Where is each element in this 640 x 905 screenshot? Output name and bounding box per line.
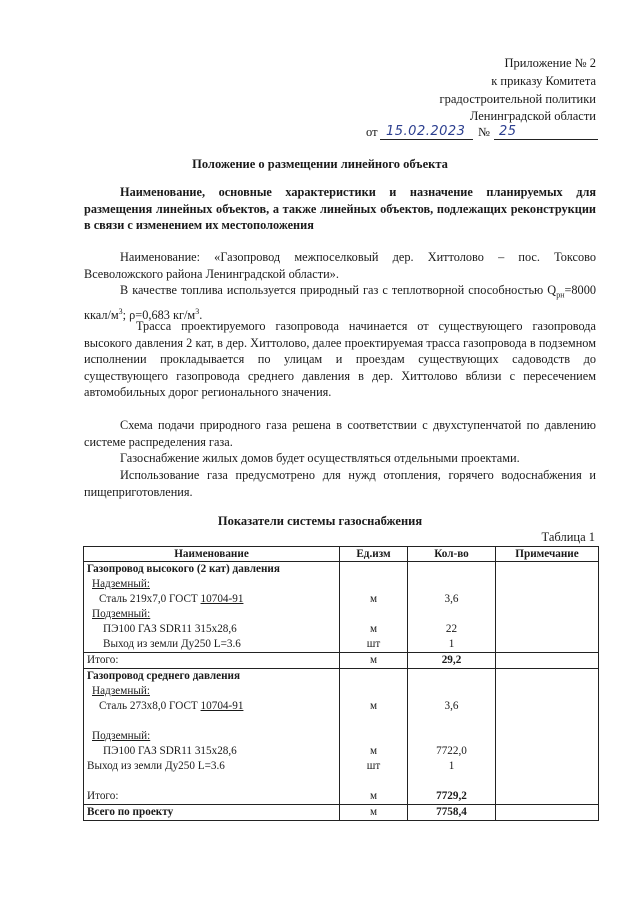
section-title-medium: Газопровод среднего давления xyxy=(87,670,241,682)
table-row xyxy=(84,653,599,669)
pe-qty: 7722,0 xyxy=(436,745,467,757)
gas-supply-table xyxy=(83,546,599,821)
document-title: Положение о размещении линейного объекта xyxy=(192,157,448,171)
date-prefix: от xyxy=(366,125,378,139)
section-subtitle: Наименование, основные характеристики и назначение планируемых для размещения линейных объектов, а также линейных объектов, подлежащих реконструкции в связи с изменением их местоположения xyxy=(84,185,596,232)
steel-pipe-item: Сталь 219х7,0 ГОСТ 10704-91 xyxy=(99,593,244,605)
paragraph-usage: Использование газа предусмотрено для нужд отопления, горячего водоснабжения и пищеприготовления. xyxy=(84,468,596,499)
ground-exit-item: Выход из земли Ду250 L=3.6 xyxy=(87,760,225,772)
underground-label: Подземный: xyxy=(92,730,151,742)
paragraph-supply: Газоснабжение жилых домов будет осуществляться отдельными проектами. xyxy=(120,451,520,465)
pe-qty: 22 xyxy=(445,623,458,635)
pe-unit: м xyxy=(369,623,378,635)
date-underline xyxy=(380,139,473,140)
number-underline xyxy=(494,139,598,140)
exit-qty: 1 xyxy=(448,638,455,650)
header-unit: Ед.изм xyxy=(340,547,408,562)
grand-total-unit: м xyxy=(369,806,378,818)
underground-label: Подземный: xyxy=(92,608,151,620)
paragraph-route: Трасса проектируемого газопровода начинается от существующего газопровода высокого давления 2 кат, в дер. Хиттолово, далее проектируемая трасса газопровода в подземном исполнении прокладывается по улицам и проездам существующих садоводств до существующего газопровода среднего давления в дер. Хиттолово вблизи с пересечением автомобильных дорог регионального значения. xyxy=(84,319,596,399)
table-row xyxy=(84,562,599,653)
section-title-high: Газопровод высокого (2 кат) давления xyxy=(87,563,280,575)
table-row-total xyxy=(84,805,599,821)
header-note: Примечание xyxy=(496,547,599,562)
order-date-number-line xyxy=(366,122,598,140)
subtotal-qty: 29,2 xyxy=(441,654,462,666)
exit-unit: шт xyxy=(366,638,381,650)
grand-total-label: Всего по проекту xyxy=(87,806,174,818)
order-reference: к приказу Комитета xyxy=(491,74,596,88)
steel-qty: 3,6 xyxy=(444,700,459,712)
number-prefix: № xyxy=(478,125,490,139)
table-caption: Таблица 1 xyxy=(541,530,595,544)
steel-qty: 3,6 xyxy=(444,593,459,605)
subtotal-label: Итого: xyxy=(87,790,119,802)
paragraph-name: Наименование: «Газопровод межпоселковый дер. Хиттолово – пос. Токсово Всеволожского района Ленинградской области». xyxy=(84,250,596,281)
paragraph-fuel: В качестве топлива используется природный газ с теплотворной способностью $Q_{рн}=8000$ ккал/$м^3$; ρ=0,683 $кг/м^3$. xyxy=(84,283,596,323)
handwritten-date: 15.02.2023 xyxy=(386,124,466,139)
table-row xyxy=(84,669,599,805)
header-name: Наименование xyxy=(84,547,340,562)
steel-unit: м xyxy=(369,593,378,605)
exit-unit: шт xyxy=(366,760,381,772)
table-title: Показатели системы газоснабжения xyxy=(217,514,423,528)
region-name: Ленинградской области xyxy=(469,109,596,123)
steel-pipe-item: Сталь 273х8,0 ГОСТ 10704-91 xyxy=(99,700,244,712)
table-header-row xyxy=(84,547,599,562)
grand-total-qty: 7758,4 xyxy=(436,806,467,818)
subtotal-label: Итого: xyxy=(87,654,119,666)
subtotal-unit: м xyxy=(369,790,378,802)
above-ground-label: Надземный: xyxy=(92,578,150,590)
paragraph-scheme: Схема подачи природного газа решена в соответствии с двухступенчатой по давлению системе распределения газа. xyxy=(84,418,596,449)
header-qty: Кол-во xyxy=(408,547,496,562)
subtotal-unit: м xyxy=(369,654,378,666)
appendix-number: Приложение № 2 xyxy=(504,56,596,70)
handwritten-number: 25 xyxy=(499,124,517,139)
steel-unit: м xyxy=(369,700,378,712)
ground-exit-item: Выход из земли Ду250 L=3.6 xyxy=(103,638,241,650)
exit-qty: 1 xyxy=(448,760,455,772)
committee-name: градостроительной политики xyxy=(439,92,596,106)
pe-pipe-item: ПЭ100 ГАЗ SDR11 315х28,6 xyxy=(103,745,237,757)
subtotal-qty: 7729,2 xyxy=(436,790,467,802)
above-ground-label: Надземный: xyxy=(92,685,150,697)
pe-pipe-item: ПЭ100 ГАЗ SDR11 315х28,6 xyxy=(103,623,237,635)
pe-unit: м xyxy=(369,745,378,757)
